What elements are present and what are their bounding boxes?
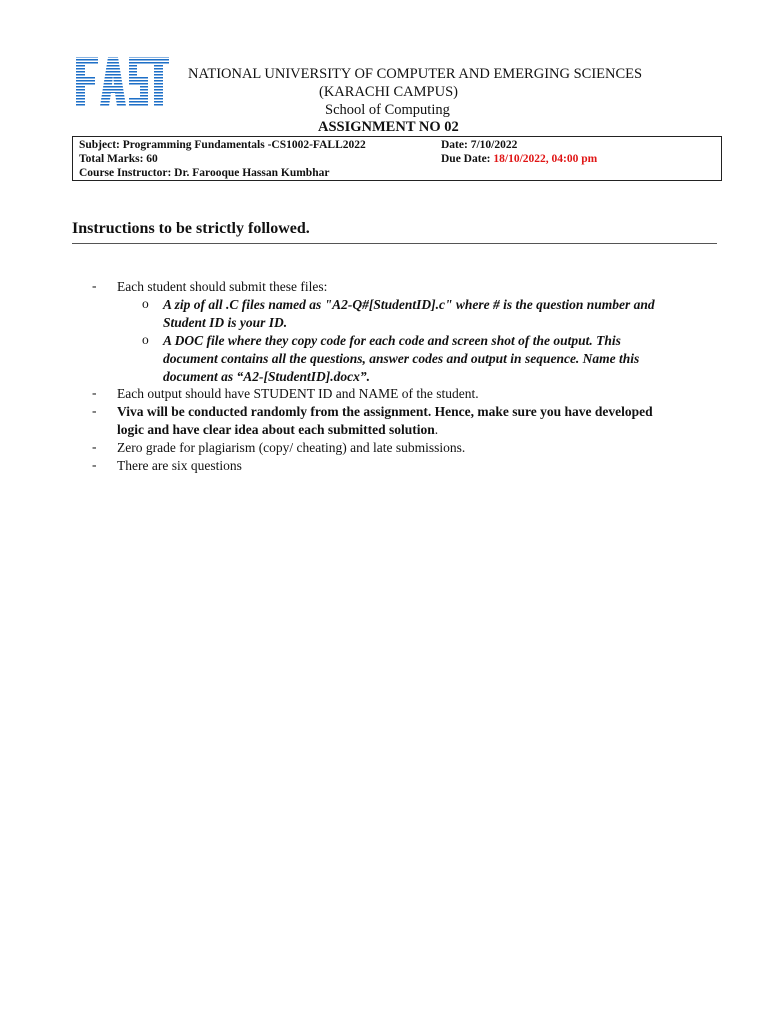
due-date-value: 18/10/2022, 04:00 pm [493,153,598,165]
fast-logo [74,53,170,110]
sub-item-1-line-2: Student ID is your ID. [163,315,288,330]
assignment-title: ASSIGNMENT NO 02 [318,119,459,135]
sub-item-2-line-1: A DOC file where they copy code for each code and screen shot of the output. This [163,333,621,348]
bullet-dash: - [92,457,97,472]
subject-label: Subject: Programming Fundamentals -CS1002-FALL2022 [79,139,366,151]
item-3-bold-text: logic and have clear idea about each submitted solution [117,422,435,437]
sub-item-2-line-2: document contains all the questions, answer codes and output in sequence. Name this [163,351,640,366]
instruction-item-1: Each student should submit these files: [117,279,328,294]
sub-bullet-marker: o [142,296,149,311]
course-info-box [72,136,722,181]
instructor-label: Course Instructor: Dr. Farooque Hassan Kumbhar [79,167,330,179]
bullet-dash: - [92,385,97,400]
instruction-item-5: There are six questions [117,458,242,473]
school-name: School of Computing [325,102,450,118]
sub-item-2-line-3: document as “A2-[StudentID].docx”. [163,369,371,384]
instruction-item-2: Each output should have STUDENT ID and NAME of the student. [117,386,479,401]
instruction-item-4: Zero grade for plagiarism (copy/ cheating) and late submissions. [117,440,466,455]
instructions-heading: Instructions to be strictly followed. [72,220,310,237]
bullet-dash: - [92,439,97,454]
university-name: NATIONAL UNIVERSITY OF COMPUTER AND EMERGING SCIENCES [188,66,643,82]
total-marks-label: Total Marks: 60 [79,153,158,165]
due-date-prefix: Due Date: [441,153,494,165]
date-label: Date: 7/10/2022 [441,139,518,151]
sub-item-1-line-1: A zip of all .C files named as "A2-Q#[StudentID].c" where # is the question number and [163,297,655,312]
bullet-dash: - [92,278,97,293]
heading-divider [72,243,717,244]
instruction-item-3-line-2 [117,421,438,439]
bullet-dash: - [92,403,97,418]
campus-name: (KARACHI CAMPUS) [319,84,458,100]
sub-bullet-marker: o [142,332,149,347]
item-3-period: . [434,422,439,437]
due-date-label [441,152,597,166]
instruction-item-3-line-1: Viva will be conducted randomly from the assignment. Hence, make sure you have developed [117,404,653,419]
